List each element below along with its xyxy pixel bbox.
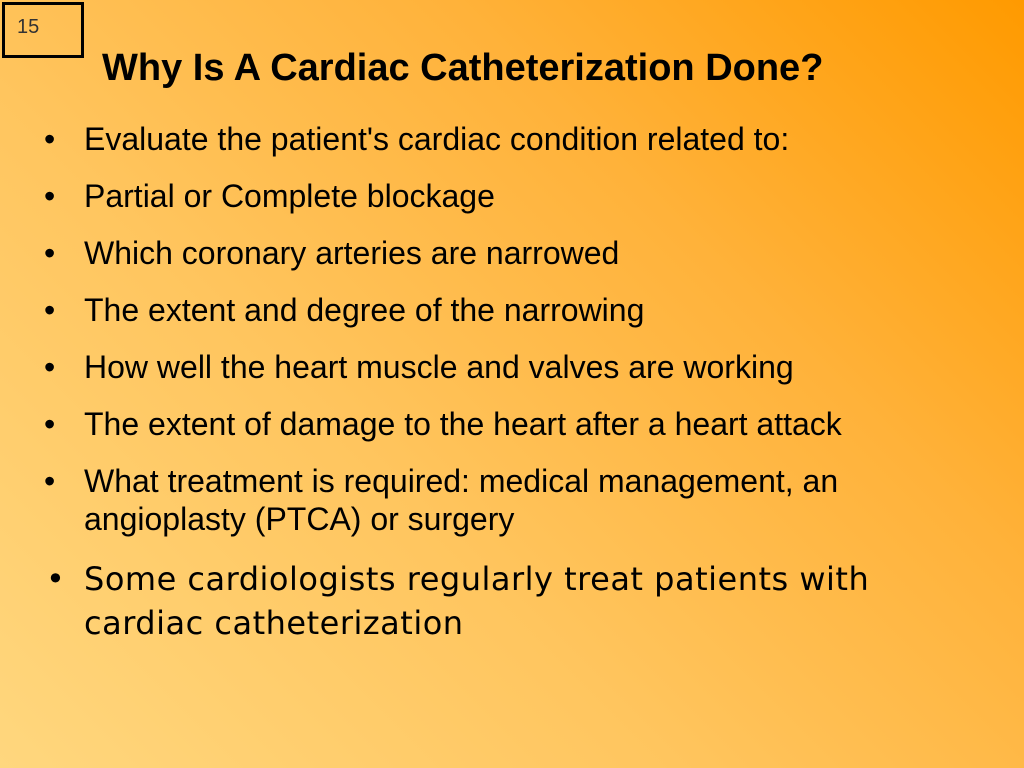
bullet-text: Partial or Complete blockage (84, 178, 495, 214)
bullet-text: What treatment is required: medical management, an angioplasty (PTCA) or surgery (84, 463, 839, 537)
bullet-item (0, 462, 1024, 538)
slide-number: 15 (17, 16, 40, 38)
bullet-item (0, 120, 1024, 158)
bullet-icon: • (46, 560, 66, 598)
bullet-icon: • (44, 292, 56, 328)
bullet-item (0, 291, 1024, 329)
bullet-item (0, 177, 1024, 215)
bullet-text: Which coronary arteries are narrowed (84, 235, 620, 271)
bullet-text: The extent of damage to the heart after a heart attack (84, 406, 842, 442)
bullet-item (0, 234, 1024, 272)
bullet-icon: • (44, 406, 56, 442)
bullet-text: Some cardiologists regularly treat patients with cardiac catheterization (84, 560, 870, 642)
bullet-text: Evaluate the patient's cardiac condition related to: (84, 121, 790, 157)
bullet-icon: • (44, 463, 56, 499)
bullet-icon: • (44, 121, 56, 157)
bullet-item (0, 348, 1024, 386)
bullet-item (0, 405, 1024, 443)
bullet-icon: • (44, 178, 56, 214)
slide-title: Why Is A Cardiac Catheterization Done? (102, 47, 824, 89)
bullet-text: The extent and degree of the narrowing (84, 292, 645, 328)
bullet-text: How well the heart muscle and valves are working (84, 349, 794, 385)
bullet-icon: • (44, 235, 56, 271)
slide-number-box (2, 2, 84, 58)
bullet-list (0, 120, 1024, 664)
bullet-icon: • (44, 349, 56, 385)
bullet-item (0, 557, 1024, 645)
